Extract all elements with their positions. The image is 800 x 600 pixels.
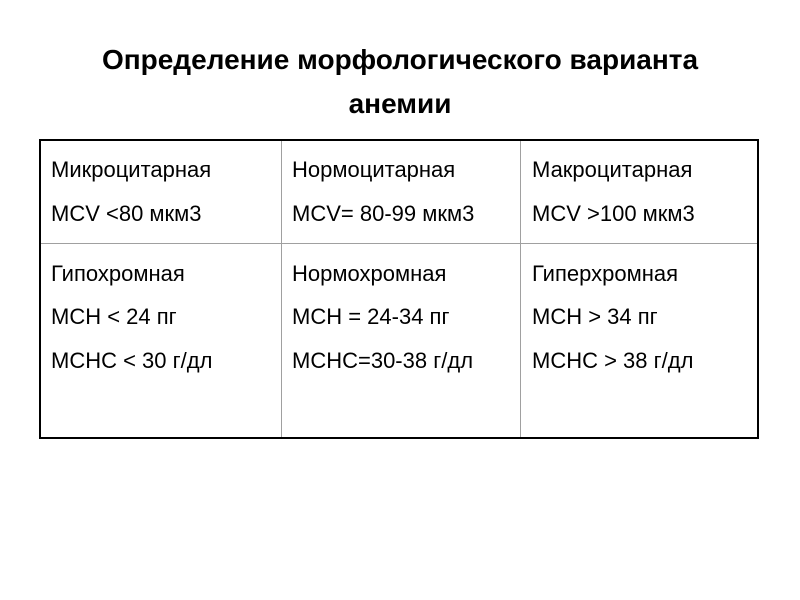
cell-heading: Микроцитарная <box>51 157 212 182</box>
table-row-hemoglobin <box>41 244 757 437</box>
cell-heading: Нормохромная <box>292 261 447 286</box>
slide-title <box>0 38 800 126</box>
cell-criterion-mch: МСН > 34 пг <box>532 304 658 329</box>
slide-title-line-2: анемии <box>348 88 452 119</box>
column-divider <box>520 141 521 243</box>
cell-criterion: MCV >100 мкм3 <box>532 201 695 226</box>
cell-criterion-mchc: МСНС > 38 г/дл <box>532 348 694 373</box>
cell-criterion-mchc: МСНС < 30 г/дл <box>51 348 213 373</box>
slide-title-line-1: Определение морфологического варианта <box>101 44 699 75</box>
cell-heading: Макроцитарная <box>532 157 693 182</box>
column-divider <box>281 244 282 437</box>
cell-criterion-mchc: МСНС=30-38 г/дл <box>292 348 474 373</box>
cell-criterion-mch: МСН < 24 пг <box>51 304 177 329</box>
cell-criterion: MCV= 80-99 мкм3 <box>292 201 475 226</box>
cell-heading: Гиперхромная <box>532 261 678 286</box>
cell-heading: Нормоцитарная <box>292 157 456 182</box>
cell-criterion-mch: МСН = 24-34 пг <box>292 304 450 329</box>
column-divider <box>520 244 521 437</box>
cell-heading: Гипохромная <box>51 261 185 286</box>
table-row-cell-size <box>41 141 757 244</box>
cell-criterion: MCV <80 мкм3 <box>51 201 202 226</box>
anemia-classification-table <box>39 139 759 439</box>
column-divider <box>281 141 282 243</box>
